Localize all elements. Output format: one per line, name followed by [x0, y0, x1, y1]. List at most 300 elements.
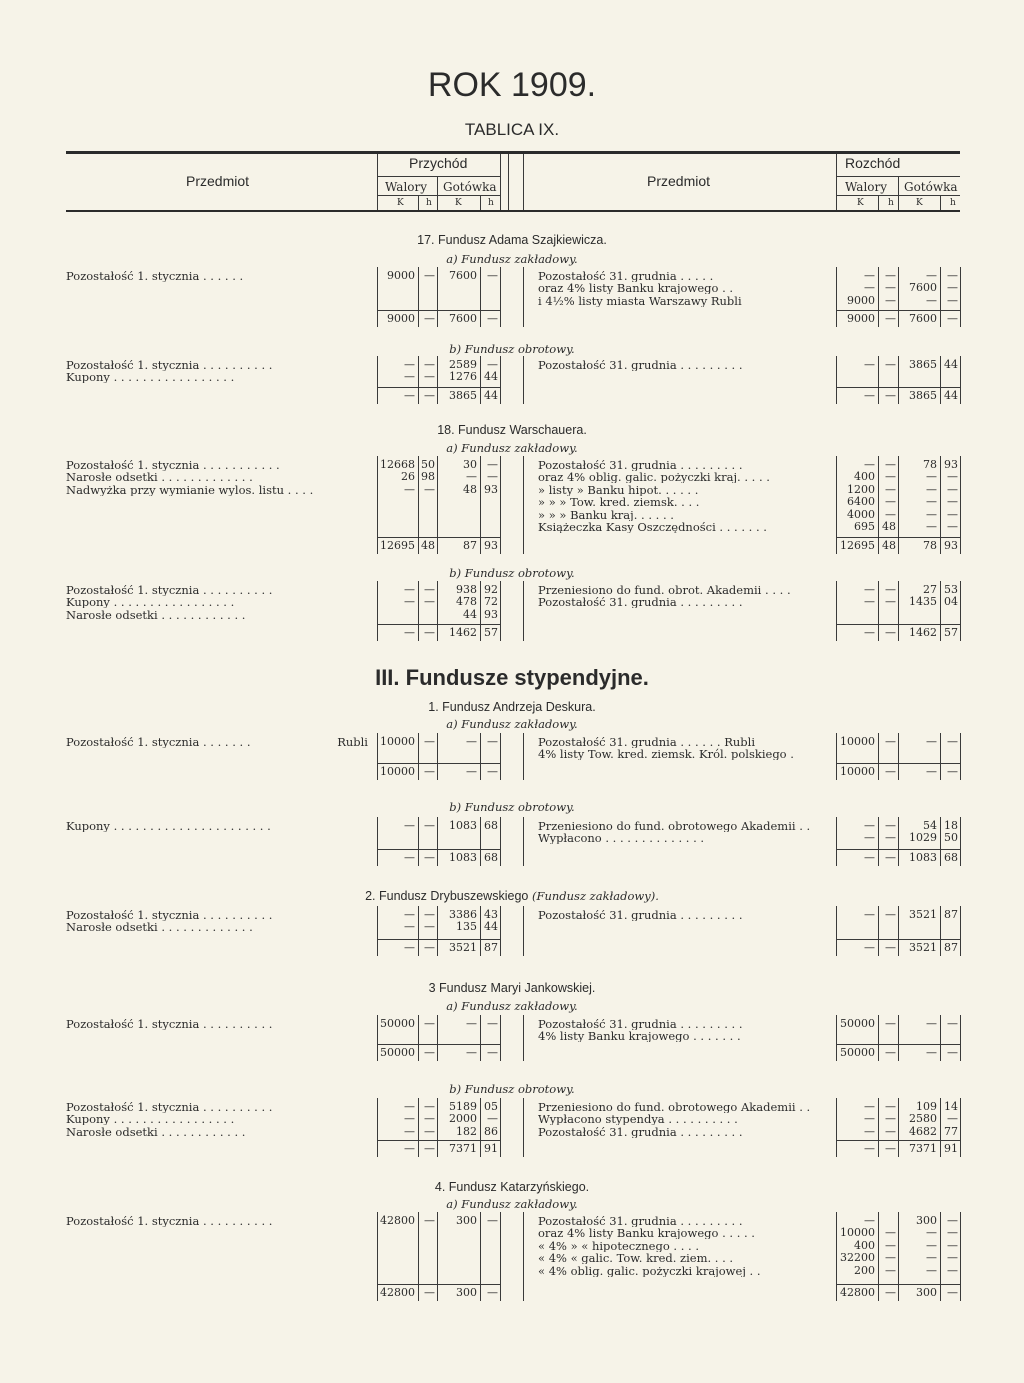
right-wh-value: —: [885, 269, 896, 282]
header-h: h: [426, 198, 432, 208]
column-rule: [500, 1212, 501, 1301]
left-total-gk-value: —: [466, 765, 477, 778]
right-wh-value: —: [885, 595, 896, 609]
right-total-wk-value: 9000: [847, 312, 875, 325]
total-rule: [836, 387, 960, 388]
left-total-wh-value: —: [424, 626, 435, 639]
left-total-gk-value: 3521: [449, 941, 477, 954]
left-row-label: Nadwyżka przy wymianie wylos. listu . . . .: [66, 483, 314, 496]
table-number: TABLICA IX.: [464, 120, 560, 139]
column-rule: [500, 267, 501, 327]
left-wk-value: —: [404, 370, 415, 384]
right-gk-value: —: [926, 1251, 937, 1265]
column-rule: [523, 817, 524, 866]
header-income: Przychód: [409, 155, 468, 171]
right-total-gh-value: 68: [944, 851, 958, 864]
total-rule: [836, 1140, 960, 1141]
left-gk-value: 300: [456, 1214, 477, 1227]
column-rule: [500, 906, 501, 956]
column-rule: [523, 356, 524, 404]
right-total-gh-value: 57: [944, 626, 958, 639]
left-wh-value: —: [424, 358, 435, 371]
right-wh-value: —: [885, 1124, 896, 1138]
right-wh-value: —: [885, 293, 896, 307]
left-total-gh-value: 87: [484, 941, 498, 954]
header-income-gotowka: Gotówka: [443, 180, 497, 194]
left-row-label: Pozostałość 1. stycznia . . . . . . . . . . .: [66, 459, 280, 471]
left-total-gh-value: 68: [484, 851, 498, 864]
left-wk-value: 9000: [387, 269, 415, 282]
left-wk-value: 10000: [380, 735, 415, 748]
right-wk-value: 400: [854, 470, 875, 484]
fund-subheading: a) Fundusz zakładowy.: [446, 1197, 578, 1211]
page-title: ROK 1909.: [427, 66, 597, 104]
right-wk-value: 32200: [840, 1251, 875, 1265]
right-wh-value: —: [885, 1226, 896, 1240]
left-gk-value: 5189: [449, 1100, 477, 1113]
right-wk-value: —: [864, 1100, 875, 1113]
left-total-gh-value: —: [487, 765, 498, 778]
column-rule: [960, 906, 961, 956]
right-gk-value: —: [926, 1238, 937, 1252]
left-wk-value: —: [404, 819, 415, 832]
left-total-wh-value: —: [424, 1286, 435, 1299]
right-total-wk-value: 12695: [840, 539, 875, 552]
left-row-label: Narosłe odsetki . . . . . . . . . . . . .: [66, 921, 253, 934]
right-total-gk-value: 78: [923, 539, 937, 552]
column-rule: [960, 456, 961, 554]
right-total-gk-value: 300: [916, 1286, 937, 1299]
left-total-wk-value: 10000: [380, 765, 415, 778]
right-gk-value: 4682: [909, 1124, 937, 1138]
header-expense-gotowka: Gotówka: [904, 180, 958, 194]
fund-subheading: a) Fundusz zakładowy.: [446, 252, 578, 266]
right-row-label: Pozostałość 31. grudnia . . . . .: [538, 270, 714, 282]
left-wh-value: —: [424, 1017, 435, 1030]
right-wh-value: 48: [882, 520, 896, 533]
left-gk-value: —: [466, 470, 477, 484]
left-wk-value: 12668: [380, 458, 415, 471]
left-wk-value: —: [404, 908, 415, 921]
column-rule: [523, 581, 524, 641]
left-total-gk-value: 7600: [449, 312, 477, 325]
total-rule: [836, 310, 960, 311]
left-row-label: Pozostałość 1. stycznia . . . . . . . . . .: [66, 1215, 273, 1227]
right-row-label: Przeniesiono do fund. obrotowego Akademii . .: [538, 1101, 811, 1113]
right-wh-value: —: [885, 831, 896, 845]
right-wk-value: 9000: [847, 293, 875, 307]
right-row-label: Wypłacono . . . . . . . . . . . . . .: [538, 832, 705, 845]
right-gh-value: —: [947, 1263, 958, 1277]
right-wh-value: —: [885, 281, 896, 295]
header-h: h: [950, 198, 956, 208]
left-gh-value: —: [487, 1112, 498, 1126]
right-row-label: « 4% « galic. Tow. kred. ziem. . . .: [538, 1252, 734, 1265]
right-gk-value: 1435: [909, 595, 937, 609]
left-total-wh-value: —: [424, 312, 435, 325]
right-wk-value: 400: [854, 1238, 875, 1252]
fund-heading-text: 2. Fundusz Drybuszewskiego: [365, 889, 529, 903]
left-gk-value: 2000: [449, 1112, 477, 1126]
total-rule: [377, 310, 500, 311]
right-gh-value: —: [947, 281, 958, 295]
left-wk-value: —: [404, 1124, 415, 1138]
right-wk-value: —: [864, 281, 875, 295]
left-gh-value: 86: [484, 1124, 498, 1138]
right-total-gk-value: 1462: [909, 626, 937, 639]
right-wh-value: —: [885, 358, 896, 371]
right-gk-value: —: [926, 735, 937, 748]
left-total-wk-value: —: [404, 941, 415, 954]
left-gh-value: 44: [484, 920, 498, 934]
right-row-label: Pozostałość 31. grudnia . . . . . . . . .: [538, 1125, 743, 1138]
header-k: K: [455, 198, 462, 208]
left-wh-value: —: [424, 735, 435, 748]
left-gk-value: 3386: [449, 908, 477, 921]
right-gk-value: 78: [923, 458, 937, 471]
right-total-gk-value: 3865: [909, 389, 937, 402]
right-row-label: » » » Banku kraj. . . . . .: [538, 508, 674, 521]
right-row-label: Pozostałość 31. grudnia . . . . . . . . .: [538, 459, 743, 471]
total-rule: [377, 939, 500, 940]
right-total-gh-value: —: [947, 312, 958, 325]
left-total-gh-value: 91: [484, 1142, 498, 1155]
right-wk-value: 200: [854, 1263, 875, 1277]
right-row-label: Przeniesiono do fund. obrotowego Akademii . .: [538, 820, 811, 832]
right-gh-value: —: [947, 507, 958, 521]
right-wh-value: —: [885, 1100, 896, 1113]
left-wk-value: —: [404, 920, 415, 934]
right-wh-value: —: [885, 1017, 896, 1030]
left-total-wk-value: 9000: [387, 312, 415, 325]
total-rule: [836, 1044, 960, 1045]
total-rule: [836, 939, 960, 940]
column-rule: [960, 356, 961, 404]
fund-heading: 17. Fundusz Adama Szajkiewicza.: [417, 233, 607, 247]
right-wk-value: —: [864, 1124, 875, 1138]
right-total-gh-value: 93: [944, 539, 958, 552]
left-wk-value: —: [404, 482, 415, 496]
right-wh-value: —: [885, 735, 896, 748]
total-rule: [377, 1044, 500, 1045]
right-gh-value: 93: [944, 458, 958, 471]
right-total-gh-value: —: [947, 765, 958, 778]
right-total-wh-value: —: [885, 626, 896, 639]
right-gh-value: —: [947, 1251, 958, 1265]
right-total-gk-value: 7600: [909, 312, 937, 325]
left-total-gh-value: 93: [484, 539, 498, 552]
column-rule: [960, 817, 961, 866]
left-wh-value: —: [424, 1112, 435, 1126]
right-wk-value: —: [864, 358, 875, 371]
fund-heading-italic: (Fundusz zakładowy).: [528, 889, 659, 903]
left-wk-value: 42800: [380, 1214, 415, 1227]
right-gk-value: 300: [916, 1214, 937, 1227]
right-wk-value: —: [864, 458, 875, 471]
column-rule: [523, 267, 524, 327]
left-wh-value: —: [424, 370, 435, 384]
right-row-label: Pozostałość 31. grudnia . . . . . . . . .: [538, 909, 743, 921]
right-gk-value: —: [926, 1263, 937, 1277]
column-rule: [523, 906, 524, 956]
right-gh-value: 87: [944, 908, 958, 921]
right-total-wh-value: —: [885, 765, 896, 778]
right-gk-value: —: [926, 1226, 937, 1240]
right-wk-value: —: [864, 908, 875, 921]
right-gh-value: —: [947, 1017, 958, 1030]
left-row-label: Pozostałość 1. stycznia . . . . . . . . . .: [66, 1018, 273, 1030]
left-wh-value: 98: [421, 470, 435, 484]
left-total-gk-value: 300: [456, 1286, 477, 1299]
left-total-wk-value: —: [404, 1142, 415, 1155]
right-gh-value: —: [947, 1238, 958, 1252]
right-wh-value: —: [885, 819, 896, 832]
header-right-subject: Przedmiot: [647, 173, 711, 189]
right-gk-value: 3521: [909, 908, 937, 921]
right-row-label: oraz 4% listy Banku krajowego . . . . .: [538, 1227, 755, 1240]
left-total-wk-value: —: [404, 389, 415, 402]
right-gk-value: 7600: [909, 281, 937, 295]
left-total-wh-value: —: [424, 941, 435, 954]
right-total-gh-value: 44: [944, 389, 958, 402]
fund-subheading: a) Fundusz zakładowy.: [446, 999, 578, 1013]
right-wk-value: —: [864, 583, 875, 596]
left-row-label: Narosłe odsetki . . . . . . . . . . . .: [66, 1125, 246, 1138]
right-gk-value: —: [926, 482, 937, 496]
right-wk-value: 10000: [840, 1226, 875, 1240]
left-wk-value: —: [404, 358, 415, 371]
right-row-label: 4% listy Banku krajowego . . . . . . .: [538, 1030, 741, 1043]
left-wh-value: —: [424, 908, 435, 921]
right-row-label: Pozostałość 31. grudnia . . . . . . Rubli: [538, 736, 756, 748]
left-total-gk-value: 7371: [449, 1142, 477, 1155]
right-wh-value: —: [885, 908, 896, 921]
left-total-gh-value: —: [487, 312, 498, 325]
header-left-subject: Przedmiot: [186, 173, 250, 189]
left-gk-value: 30: [463, 458, 477, 471]
left-gh-value: 72: [484, 595, 498, 609]
right-total-wk-value: —: [864, 851, 875, 864]
left-total-wk-value: —: [404, 851, 415, 864]
left-gk-value: 938: [456, 583, 477, 596]
right-wh-value: —: [885, 507, 896, 521]
left-wk-value: —: [404, 595, 415, 609]
left-total-wh-value: —: [424, 389, 435, 402]
right-total-wh-value: —: [885, 941, 896, 954]
right-total-gk-value: —: [926, 765, 937, 778]
left-wk-value: —: [404, 1112, 415, 1126]
left-row-label: Kupony . . . . . . . . . . . . . . . . .: [66, 596, 235, 609]
left-gh-value: —: [487, 470, 498, 484]
column-rule: [960, 1212, 961, 1301]
left-total-wk-value: —: [404, 626, 415, 639]
right-row-label: oraz 4% listy Banku krajowego . .: [538, 282, 734, 295]
right-total-wk-value: —: [864, 626, 875, 639]
column-rule: [500, 733, 501, 780]
column-rule: [500, 356, 501, 404]
left-wh-value: —: [424, 1100, 435, 1113]
right-wk-value: —: [864, 831, 875, 845]
header-expense: Rozchód: [845, 155, 901, 171]
left-row-label: Kupony . . . . . . . . . . . . . . . . .: [66, 1113, 235, 1126]
total-rule: [377, 387, 500, 388]
right-gh-value: 44: [944, 358, 958, 371]
fund-subheading: b) Fundusz obrotowy.: [449, 800, 575, 814]
right-total-wk-value: —: [864, 941, 875, 954]
left-wk-value: 50000: [380, 1017, 415, 1030]
left-row-label: Narosłe odsetki . . . . . . . . . . . .: [66, 608, 246, 621]
right-gh-value: 14: [944, 1100, 958, 1113]
column-rule: [960, 1098, 961, 1157]
right-total-wk-value: —: [864, 389, 875, 402]
left-wh-value: —: [424, 1214, 435, 1227]
left-row-label: Kupony . . . . . . . . . . . . . . . . . . . . . .: [66, 820, 271, 832]
right-gk-value: —: [926, 495, 937, 509]
header-bottom-rule: [66, 210, 960, 212]
left-row-label: Pozostałość 1. stycznia . . . . . . . . . .: [66, 1101, 273, 1113]
column-rule: [960, 581, 961, 641]
fund-heading: 3 Fundusz Maryi Jankowskiej.: [428, 981, 596, 995]
fund-heading: [0, 889, 1024, 903]
left-gk-value: —: [466, 1017, 477, 1030]
right-wh-value: —: [885, 583, 896, 596]
left-total-gh-value: —: [487, 1046, 498, 1059]
right-total-gh-value: 91: [944, 1142, 958, 1155]
right-row-label: i 4½% listy miasta Warszawy Rubli: [538, 294, 742, 307]
right-row-label: Przeniesiono do fund. obrot. Akademii . . . .: [538, 584, 791, 596]
left-total-gh-value: 57: [484, 626, 498, 639]
left-gk-value: 1276: [449, 370, 477, 384]
right-gh-value: —: [947, 735, 958, 748]
right-gh-value: 53: [944, 583, 958, 596]
right-gh-value: —: [947, 495, 958, 509]
right-gh-value: —: [947, 482, 958, 496]
right-total-wk-value: —: [864, 1142, 875, 1155]
column-rule: [960, 267, 961, 327]
left-row-unit: Rubli: [337, 736, 368, 748]
right-total-wk-value: 50000: [840, 1046, 875, 1059]
right-wk-value: 1200: [847, 482, 875, 496]
right-total-wh-value: —: [885, 1046, 896, 1059]
right-gh-value: —: [947, 293, 958, 307]
left-total-gh-value: —: [487, 1286, 498, 1299]
column-rule: [523, 1015, 524, 1061]
left-gh-value: 68: [484, 819, 498, 832]
left-total-wh-value: —: [424, 1046, 435, 1059]
right-gh-value: 50: [944, 831, 958, 845]
right-total-wk-value: 10000: [840, 765, 875, 778]
left-gk-value: 182: [456, 1124, 477, 1138]
left-total-gk-value: —: [466, 1046, 477, 1059]
right-wh-value: —: [885, 495, 896, 509]
right-wk-value: —: [864, 595, 875, 609]
left-gh-value: —: [487, 358, 498, 371]
left-wk-value: —: [404, 583, 415, 596]
left-gk-value: 48: [463, 482, 477, 496]
column-rule: [500, 1098, 501, 1157]
right-gh-value: 18: [944, 819, 958, 832]
left-wh-value: —: [424, 819, 435, 832]
fund-heading: 1. Fundusz Andrzeja Deskura.: [428, 700, 596, 714]
left-total-gk-value: 3865: [449, 389, 477, 402]
column-rule: [500, 817, 501, 866]
left-gh-value: —: [487, 1017, 498, 1030]
right-gk-value: 3865: [909, 358, 937, 371]
right-gh-value: 77: [944, 1124, 958, 1138]
right-total-wk-value: 42800: [840, 1286, 875, 1299]
left-row-label: Pozostałość 1. stycznia . . . . . . . . . .: [66, 359, 273, 371]
right-row-label: Pozostałość 31. grudnia . . . . . . . . .: [538, 359, 743, 371]
right-row-label: oraz 4% oblig. galic. pożyczki kraj. . . . .: [538, 471, 770, 484]
right-wk-value: —: [864, 269, 875, 282]
column-rule: [500, 456, 501, 554]
column-rule: [960, 733, 961, 780]
right-row-label: » » » Tow. kred. ziemsk. . . .: [538, 496, 700, 509]
fund-subheading: b) Fundusz obrotowy.: [449, 566, 575, 580]
column-rule: [523, 733, 524, 780]
left-row-label: Pozostałość 1. stycznia . . . . . .: [66, 270, 244, 282]
header-h: h: [488, 198, 494, 208]
left-total-gk-value: 87: [463, 539, 477, 552]
right-wh-value: —: [885, 470, 896, 484]
left-gk-value: —: [466, 735, 477, 748]
right-row-label: Książeczka Kasy Oszczędności . . . . . . .: [538, 521, 767, 533]
fund-subheading: b) Fundusz obrotowy.: [449, 1082, 575, 1096]
right-gk-value: 27: [923, 583, 937, 596]
right-wk-value: 4000: [847, 507, 875, 521]
left-total-gh-value: 44: [484, 389, 498, 402]
left-row-label: Pozostałość 1. stycznia . . . . . . . . . .: [66, 584, 273, 596]
left-total-gk-value: 1462: [449, 626, 477, 639]
right-gh-value: —: [947, 1112, 958, 1126]
left-total-gk-value: 1083: [449, 851, 477, 864]
right-row-label: « 4% oblig. galic. pożyczki krajowej . .: [538, 1264, 761, 1277]
total-rule: [836, 624, 960, 625]
column-rule: [500, 1015, 501, 1061]
right-gh-value: —: [947, 269, 958, 282]
right-wh-value: —: [885, 458, 896, 471]
right-total-wh-value: —: [885, 1286, 896, 1299]
left-gk-value: 135: [456, 920, 477, 934]
right-total-gk-value: —: [926, 1046, 937, 1059]
header-h: h: [888, 198, 894, 208]
left-gk-value: 1083: [449, 819, 477, 832]
right-gk-value: —: [926, 507, 937, 521]
fund-subheading: a) Fundusz zakładowy.: [446, 717, 578, 731]
right-wh-value: —: [885, 1263, 896, 1277]
right-gk-value: 54: [923, 819, 937, 832]
right-total-gh-value: —: [947, 1046, 958, 1059]
right-row-label: Pozostałość 31. grudnia . . . . . . . . .: [538, 1018, 743, 1030]
total-rule: [836, 763, 960, 764]
right-total-gk-value: 1083: [909, 851, 937, 864]
left-gh-value: —: [487, 269, 498, 282]
right-gh-value: —: [947, 470, 958, 484]
total-rule: [836, 1284, 960, 1285]
right-total-wh-value: —: [885, 312, 896, 325]
right-wk-value: —: [864, 1214, 875, 1227]
header-income-walory: Walory: [385, 180, 428, 194]
total-rule: [377, 763, 500, 764]
right-wh-value: —: [885, 482, 896, 496]
left-total-wk-value: 12695: [380, 539, 415, 552]
left-gk-value: 7600: [449, 269, 477, 282]
right-row-label: » listy » Banku hipot. . . . . .: [538, 483, 699, 496]
total-rule: [377, 1140, 500, 1141]
header-k: K: [857, 198, 864, 208]
right-wh-value: —: [885, 1238, 896, 1252]
left-row-label: Narosłe odsetki . . . . . . . . . . . . .: [66, 471, 253, 484]
